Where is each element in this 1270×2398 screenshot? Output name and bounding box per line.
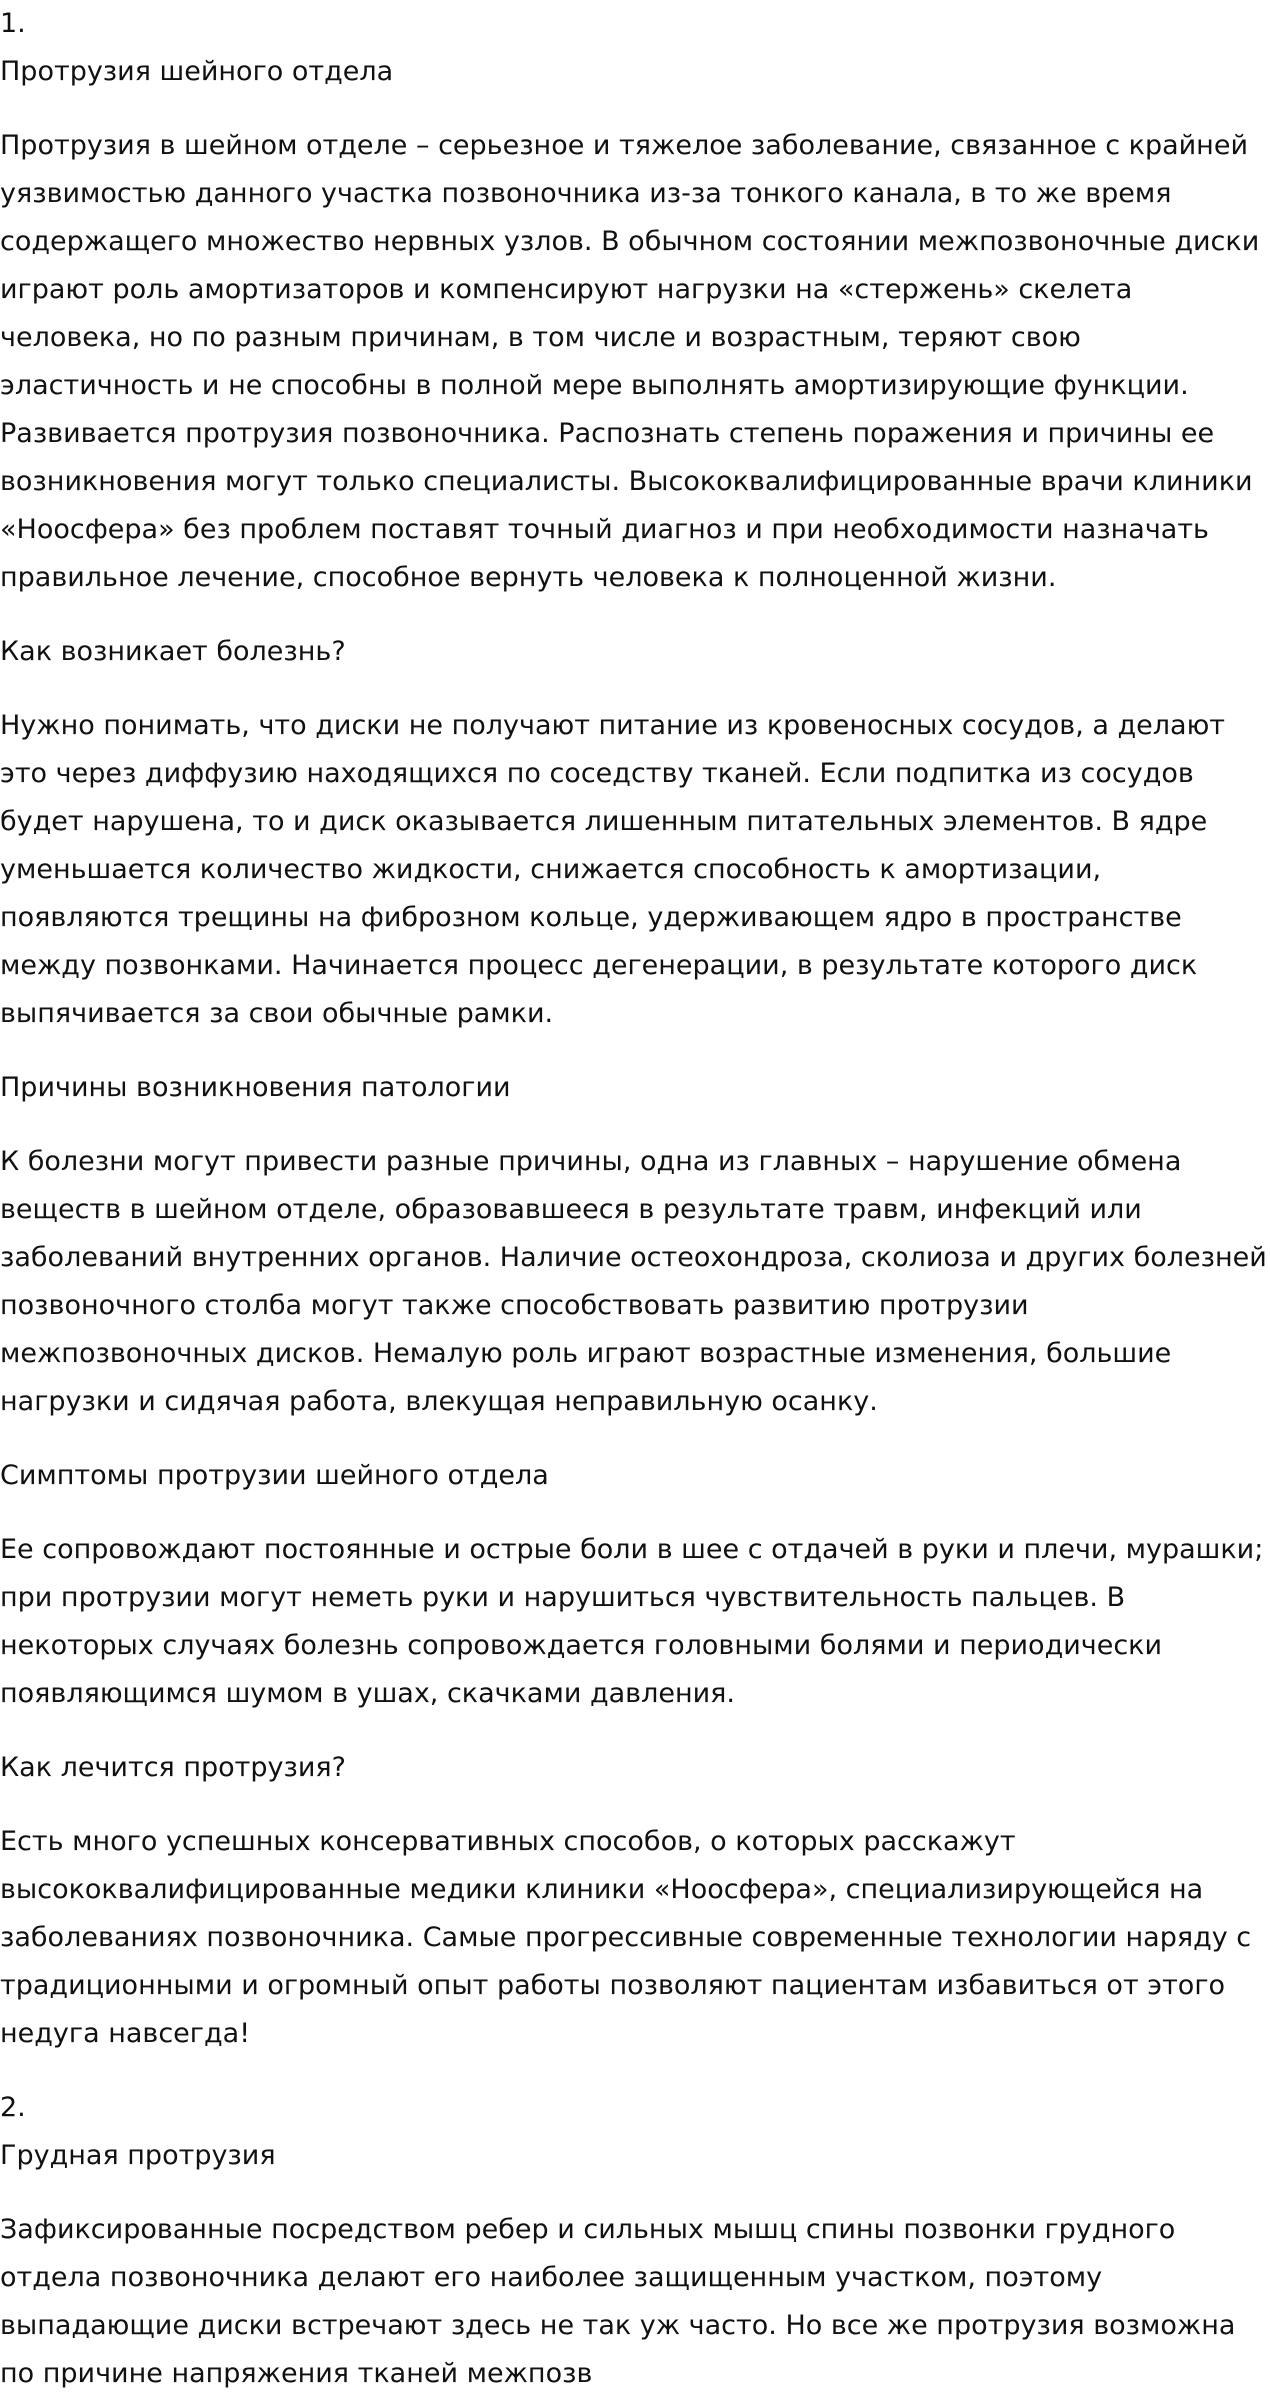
subheading-how-arises: Как возникает болезнь?: [0, 636, 346, 667]
section-title: Протрузия шейного отдела: [0, 56, 394, 87]
paragraph-how-arises: Нужно понимать, что диски не получают питание из кровеносных сосудов, а делают это через диффузию находящихся по соседству тканей. Если подпитка из сосудов будет нарушена, то и диск оказывается лишенным питательных элементов. В ядре уменьшается количество жидкости, снижается способность к амортизации, появляются трещины на фиброзном кольце, удерживающем ядро в пространстве между позвонками. Начинается процесс дегенерации, в результате которого диск выпячивается за свои обычные рамки.: [0, 710, 1226, 1029]
paragraph-causes: К болезни могут привести разные причины, одна из главных – нарушение обмена веществ в шейном отделе, образовавшееся в результате травм, инфекций или заболеваний внутренних органов. Наличие остеохондроза, сколиоза и других болезней позвоночного столба могут также способствовать развитию протрузии межпозвоночных дисков. Немалую роль играют возрастные изменения, большие нагрузки и сидячая работа, влекущая неправильную осанку.: [0, 1146, 1267, 1417]
intro-paragraph: Зафиксированные посредством ребер и сильных мышц спины позвонки грудного отдела позвоночника делают его наиболее защищенным участком, поэтому выпадающие диски встречают здесь не так уж часто. Но все же протрузия возможна по причине напряжения тканей межпозв: [0, 2214, 1236, 2389]
intro-paragraph: Протрузия в шейном отделе – серьезное и тяжелое заболевание, связанное с крайней уязвимостью данного участка позвоночника из-за тонкого канала, в то же время содержащего множество нервных узлов. В обычном состоянии межпозвоночные диски играют роль амортизаторов и компенсируют нагрузки на «стержень» скелета человека, но по разным причинам, в том числе и возрастным, теряют свою эластичность и не способны в полной мере выполнять амортизирующие функции. Развивается протрузия позвоночника. Распознать степень поражения и причины ее возникновения могут только специалисты. Высококвалифицированные врачи клиники «Ноосфера» без проблем поставят точный диагноз и при необходимости назначать правильное лечение, способное вернуть человека к полноценной жизни.: [0, 130, 1260, 593]
paragraph-treatment: Есть много успешных консервативных способов, о которых расскажут высококвалифицированные медики клиники «Ноосфера», специализирующейся на заболеваниях позвоночника. Самые прогрессивные современные технологии наряду с традиционными и огромный опыт работы позволяют пациентам избавиться от этого недуга навсегда!: [0, 1826, 1252, 2049]
subheading-causes: Причины возникновения патологии: [0, 1072, 511, 1103]
section-thoracic: [0, 2084, 1270, 2398]
section-number: 2.: [0, 2092, 26, 2123]
subheading-treatment: Как лечится протрузия?: [0, 1752, 347, 1783]
section-title: Грудная протрузия: [0, 2140, 276, 2171]
section-number: 1.: [0, 8, 26, 39]
subheading-symptoms: Симптомы протрузии шейного отдела: [0, 1460, 549, 1491]
paragraph-symptoms: Ее сопровождают постоянные и острые боли в шее с отдачей в руки и плечи, мурашки; при протрузии могут неметь руки и нарушиться чувствительность пальцев. В некоторых случаях болезнь сопровождается головными болями и периодически появляющимся шумом в ушах, скачками давления.: [0, 1534, 1264, 1709]
